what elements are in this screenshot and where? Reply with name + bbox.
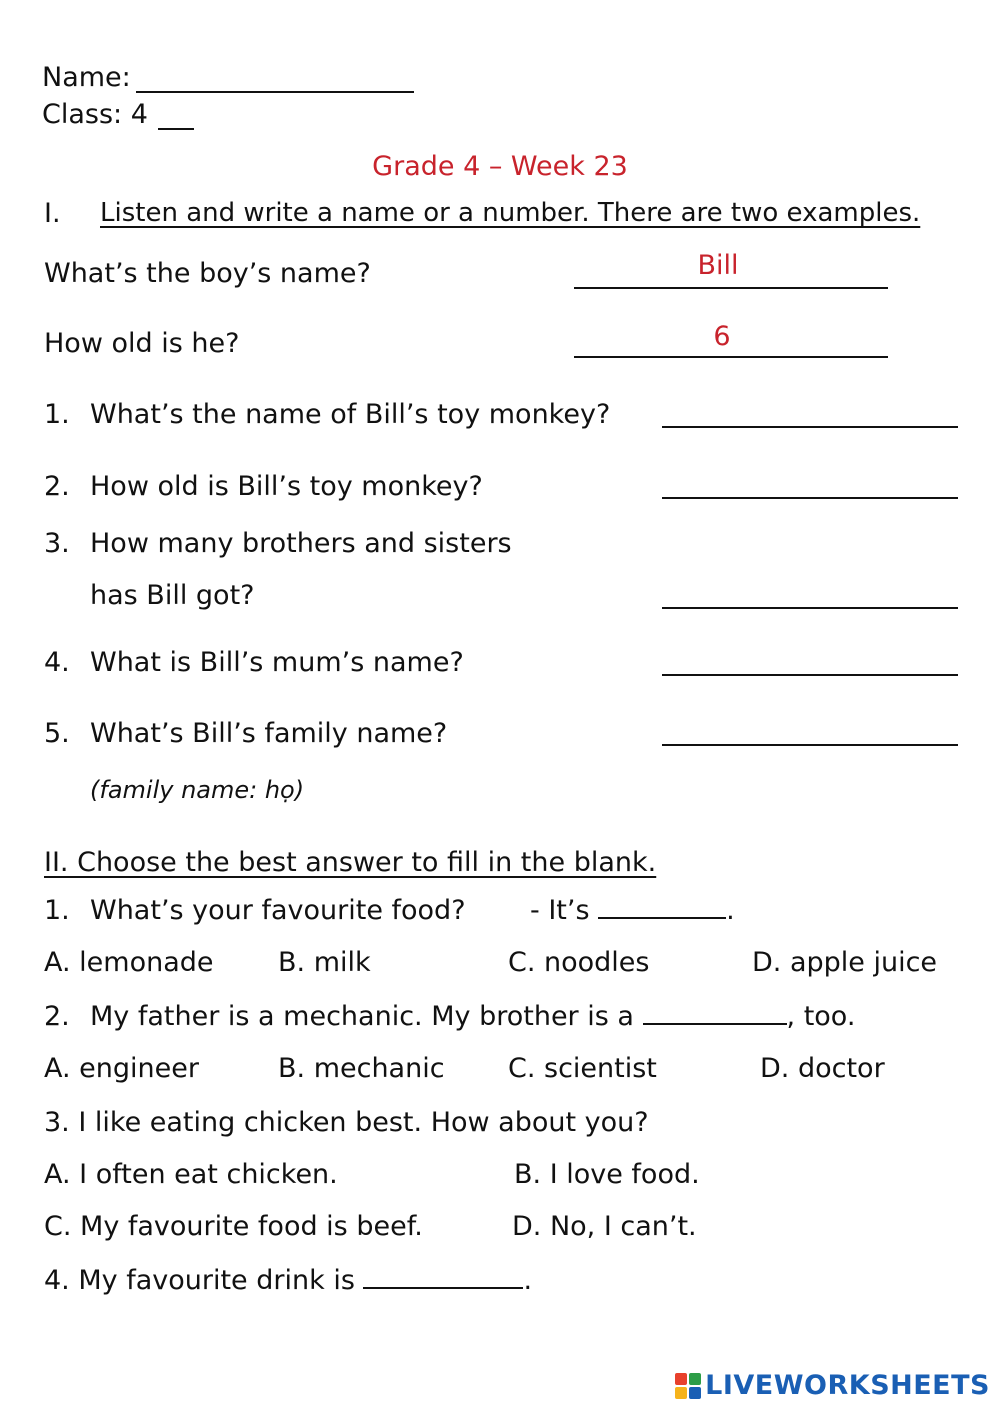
class-label: Class: 4 [42,99,148,130]
question-3-answer-blank[interactable] [662,607,958,609]
question-1-number: 1. [44,399,70,430]
mc-question-1-option-c[interactable]: C. noodles [508,947,650,978]
mc-question-4-end: . [523,1265,533,1296]
mc-question-2-line [90,1003,855,1030]
mc-question-2-option-a[interactable]: A. engineer [44,1053,199,1084]
question-5-text: What’s Bill’s family name? [90,718,448,749]
question-3-text: How many brothers and sisters [90,528,512,559]
liveworksheets-brand: LIVEWORKSHEETS [705,1370,990,1401]
mc-question-2-text: My father is a mechanic. My brother is a [90,1001,634,1032]
question-1-answer-blank[interactable] [662,426,958,428]
liveworksheets-grid-icon [675,1373,701,1399]
liveworksheets-logo[interactable] [675,1370,990,1401]
mc-question-2-option-b[interactable]: B. mechanic [278,1053,445,1084]
mc-question-1-number: 1. [44,895,70,926]
question-5-number: 5. [44,718,70,749]
question-2-text: How old is Bill’s toy monkey? [90,471,483,502]
example-2-answer: 6 [713,321,731,352]
example-1-question: What’s the boy’s name? [44,258,371,289]
mc-question-2-blank[interactable] [643,1022,787,1025]
mc-question-3-text: 3. I like eating chicken best. How about you? [44,1107,649,1138]
question-4-number: 4. [44,647,70,678]
mc-question-3-option-d[interactable]: D. No, I can’t. [512,1211,697,1242]
mc-question-1-blank[interactable] [598,916,726,919]
logo-square-4 [689,1387,701,1399]
name-label: Name: [42,62,131,93]
logo-square-1 [675,1373,687,1385]
mc-question-3-option-b[interactable]: B. I love food. [514,1159,700,1190]
mc-question-1-option-d[interactable]: D. apple juice [752,947,938,978]
mc-question-2-end: , too. [786,1001,856,1032]
mc-question-4-text: 4. My favourite drink is [44,1265,355,1296]
page-title: Grade 4 – Week 23 [372,151,628,182]
example-1-line [574,287,888,289]
mc-question-1-tail-text: - It’s [530,895,590,926]
question-1-text: What’s the name of Bill’s toy monkey? [90,399,611,430]
question-5-answer-blank[interactable] [662,744,958,746]
mc-question-1-text: What’s your favourite food? [90,895,466,926]
mc-question-1-option-a[interactable]: A. lemonade [44,947,214,978]
section-2-instruction: II. Choose the best answer to fill in the blank. [44,847,657,878]
mc-question-2-number: 2. [44,1001,70,1032]
logo-square-2 [689,1373,701,1385]
example-1-answer: Bill [697,250,739,281]
question-4-text: What is Bill’s mum’s name? [90,647,464,678]
question-3-text-line2: has Bill got? [90,580,255,611]
question-4-answer-blank[interactable] [662,674,958,676]
mc-question-1-tail [530,897,735,924]
mc-question-3-option-a[interactable]: A. I often eat chicken. [44,1159,338,1190]
question-3-number: 3. [44,528,70,559]
section-1-number: I. [44,198,61,229]
mc-question-4-line [44,1267,532,1294]
mc-question-2-option-d[interactable]: D. doctor [760,1053,885,1084]
logo-square-3 [675,1387,687,1399]
question-2-number: 2. [44,471,70,502]
mc-question-2-option-c[interactable]: C. scientist [508,1053,657,1084]
name-blank[interactable] [136,91,414,93]
example-2-question: How old is he? [44,328,240,359]
mc-question-3-option-c[interactable]: C. My favourite food is beef. [44,1211,423,1242]
mc-question-1-option-b[interactable]: B. milk [278,947,371,978]
section-1-instruction: Listen and write a name or a number. There are two examples. [100,198,921,228]
question-2-answer-blank[interactable] [662,497,958,499]
example-2-line [574,356,888,358]
mc-question-1-end: . [726,895,735,926]
class-blank[interactable] [158,128,194,130]
mc-question-4-blank[interactable] [363,1286,523,1289]
family-name-note: (family name: họ) [90,776,305,804]
